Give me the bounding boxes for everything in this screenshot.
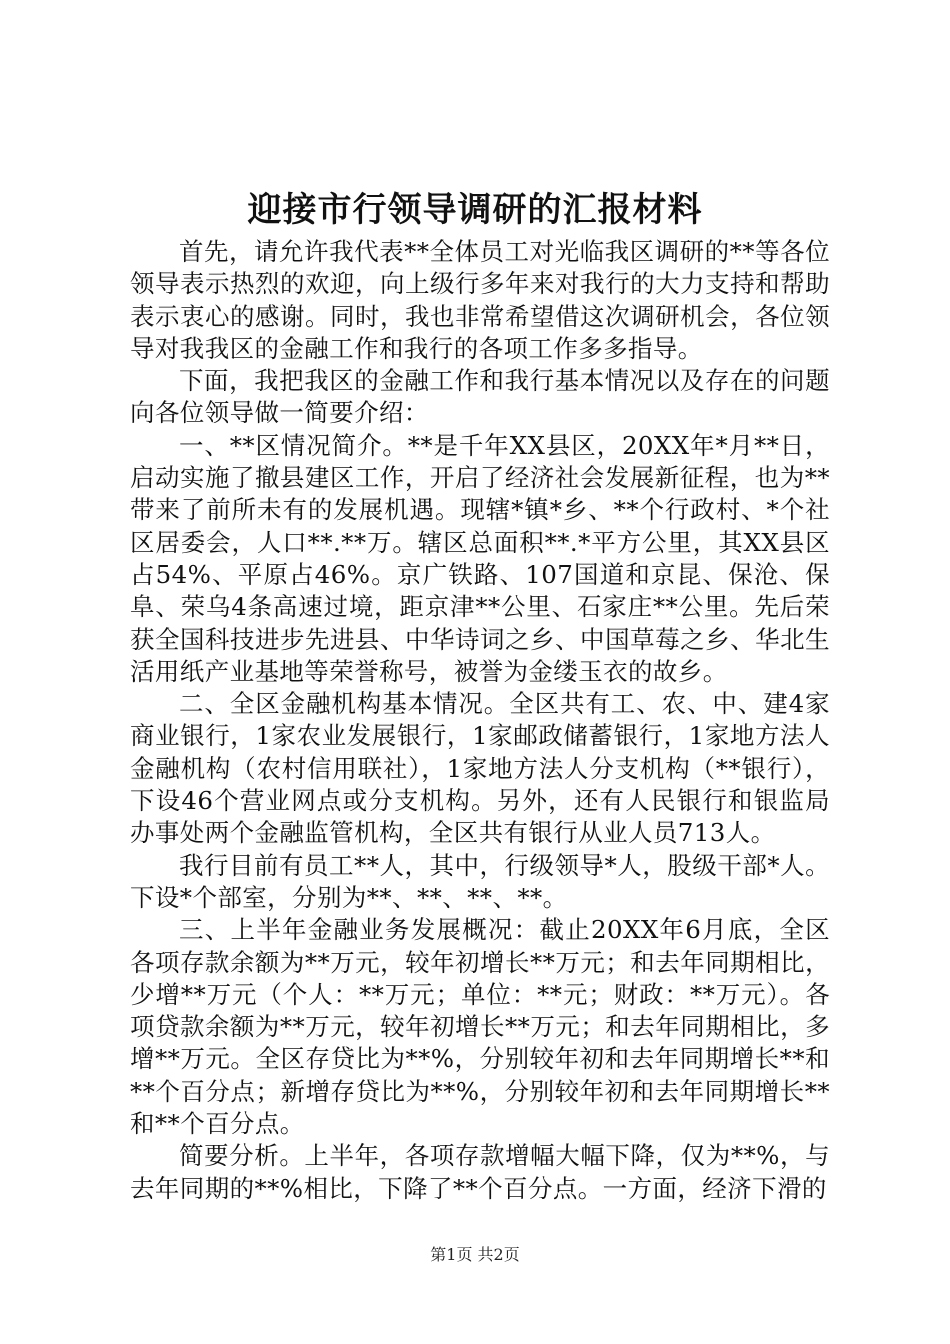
paragraph-financial-institutions: 二、全区金融机构基本情况。全区共有工、农、中、建4家商业银行，1家农业发展银行，1家邮政储蓄银行，1家地方法人金融机构（农村信用联社），1家地方法人分支机构（**银行），下设46个营业网点或分支机构。另外，还有人民银行和银监局办事处两个金融监管机构，全区共有银行从业人员713人。 [130,689,830,848]
paragraph-intro: 下面，我把我区的金融工作和我行基本情况以及存在的问题向各位领导做一简要介绍： [130,366,830,428]
paragraph-district-overview: 一、**区情况简介。**是千年XX县区，20XX年*月**日，启动实施了撤县建区工作，开启了经济社会发展新征程，也为**带来了前所未有的发展机遇。现辖*镇*乡、**个行政村、*个社区居委会，人口**.**万。辖区总面积**.*平方公里，其XX县区占54%、平原占46%。京广铁路、107国道和京昆、保沧、保阜、荣乌4条高速过境，距京津**公里、石家庄**公里。先后荣获全国科技进步先进县、中华诗词之乡、中国草莓之乡、华北生活用纸产业基地等荣誉称号，被誉为金缕玉衣的故乡。 [130,430,830,686]
paragraph-business-overview: 三、上半年金融业务发展概况：截止20XX年6月底，全区各项存款余额为**万元，较年初增长**万元；和去年同期相比，少增**万元（个人：**万元；单位：**元；财政：**万元）。各项贷款余额为**万元，较年初增长**万元；和去年同期相比，多增**万元。全区存贷比为**%，分别较年初和去年同期增长**和**个百分点；新增存贷比为**%，分别较年初和去年同期增长**和**个百分点。 [130,915,830,1139]
paragraph-analysis: 简要分析。上半年，各项存款增幅大幅下降，仅为**%，与去年同期的**%相比，下降了**个百分点。一方面，经济下滑的 [130,1141,830,1203]
page-footer: 第1页 共2页 [430,1245,520,1264]
document-body [130,236,830,1205]
paragraph-greeting: 首先，请允许我代表**全体员工对光临我区调研的**等各位领导表示热烈的欢迎，向上级行多年来对我行的大力支持和帮助表示衷心的感谢。同时，我也非常希望借这次调研机会，各位领导对我我区的金融工作和我行的各项工作多多指导。 [130,237,830,363]
paragraph-staff: 我行目前有员工**人，其中，行级领导*人，股级干部*人。下设*个部室，分别为**、**、**、**。 [130,850,830,912]
document-title: 迎接市行领导调研的汇报材料 [247,190,703,230]
